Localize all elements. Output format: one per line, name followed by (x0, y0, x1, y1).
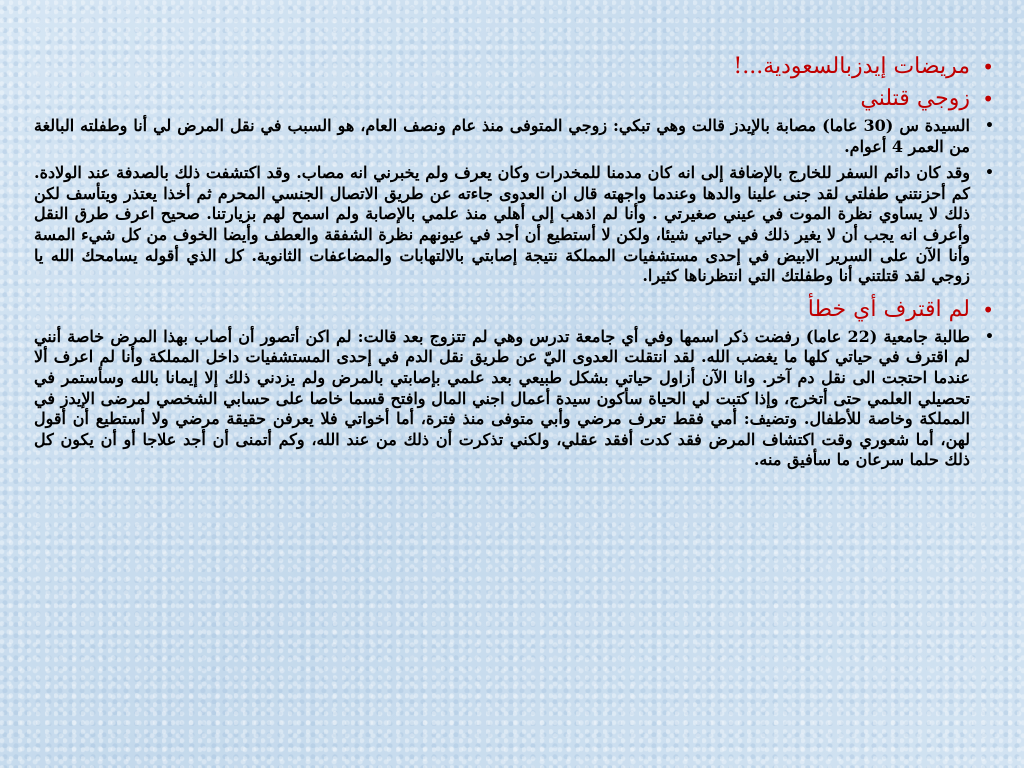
paragraph-intro (34, 116, 996, 157)
bullet-dot-icon: • (985, 118, 994, 134)
paragraph-text: السيدة س (30 عاما) مصابة بالإيدز قالت وهي تبكي: زوجي المتوفى منذ عام ونصف العام، هو السبب في نقل المرض لي أنا وطفلته البالغة من العمر 4 أعوام. (34, 116, 971, 156)
heading-my-husband-killed-me (34, 84, 996, 114)
heading-i-did-nothing-wrong (34, 295, 996, 325)
slide-content (34, 52, 996, 752)
paragraph-text: وقد كان دائم السفر للخارج بالإضافة إلى انه كان مدمنا للمخدرات وكان يعرف ولم يخبرني انه مصاب. وقد اكتشفت ذلك بالصدفة عند الولادة. كم أحزنتني طفلتي لقد جنى علينا والدها وعندما واجهته قال ان العدوى جاءته عن طريق الاتصال الجنسي المحرم ثم أخذا يعتذر ويتأسف لكن ذلك لا يساوي نظرة الموت في عيني صغيرتي . وأنا لم اذهب إلى أهلي منذ علمي بالإصابة ولم اسمح لهم بزيارتنا. صحيح اعرف طرق النقل وأعرف انه يجب أن لا يغير ذلك في حياتي شيئا، ولكن لا أستطيع أن أجد في عيونهم نظرة الشفقة والعطف وأيضا الخوف من كل شيء المسة وأنا الآن على السرير الابيض في إحدى مستشفيات المملكة نتيجة إصابتي بالالتهابات والمضاعفات الثانوية. كل الذي أقوله يسامحك الله يا زوجي لقد قتلتني أنا وطفلتك التي انتظرناها كثيرا. (34, 163, 971, 286)
heading-text: مريضات إيدزبالسعودية...! (733, 54, 970, 79)
bullet-dot-icon: • (982, 87, 994, 111)
bullet-list (34, 52, 996, 471)
heading-saudi-aids-patients (34, 52, 996, 82)
bullet-dot-icon: • (982, 55, 994, 79)
bullet-dot-icon: • (982, 297, 994, 322)
bullet-dot-icon: • (985, 328, 994, 345)
heading-text: زوجي قتلني (860, 86, 970, 111)
paragraph-story-2 (34, 327, 996, 471)
paragraph-story-1 (34, 163, 996, 287)
paragraph-text: طالبة جامعية (22 عاما) رفضت ذكر اسمها وفي أي جامعة تدرس وهي لم تتزوج بعد قالت: لم اكن أتصور أن أصاب بهذا المرض خاصة أنني لم اقترف في حياتي كلها ما يغضب الله. لقد انتقلت العدوى اليّ عن طريق نقل الدم في إحدى المستشفيات داخل المملكة وأنا لم اعرف ألا عندما احتجت الى نقل دم آخر. وانا الآن أزاول حياتي بشكل طبيعي بعد علمي بإصابتي بالمرض ولم يزدني ذلك إلا إيمانا بالله وسأستمر في تحصيلي العلمي حتى أتخرج، وإذا كتبت لي الحياة سأكون سيدة أعمال اجني المال وافتح قسما خاصا على حسابي الشخصي لمرضى الإيدز في المملكة وخاصة للأطفال. وتضيف: أمي فقط تعرف مرضي وأبي متوفى منذ فترة، أما أخواتي فلا يعرفن حقيقة مرضي ولا أستطيع أن أقول لهن، أما شعوري وقت اكتشاف المرض فقد كدت أفقد عقلي، ولكني تذكرت أن ذلك من عند الله، وكم أتمنى أن أجد علاجا أو أن يكون كل ذلك حلما سرعان ما سأفيق منه. (34, 326, 971, 470)
heading-text: لم اقترف أي خطأ (807, 296, 970, 322)
bullet-dot-icon: • (985, 165, 994, 182)
